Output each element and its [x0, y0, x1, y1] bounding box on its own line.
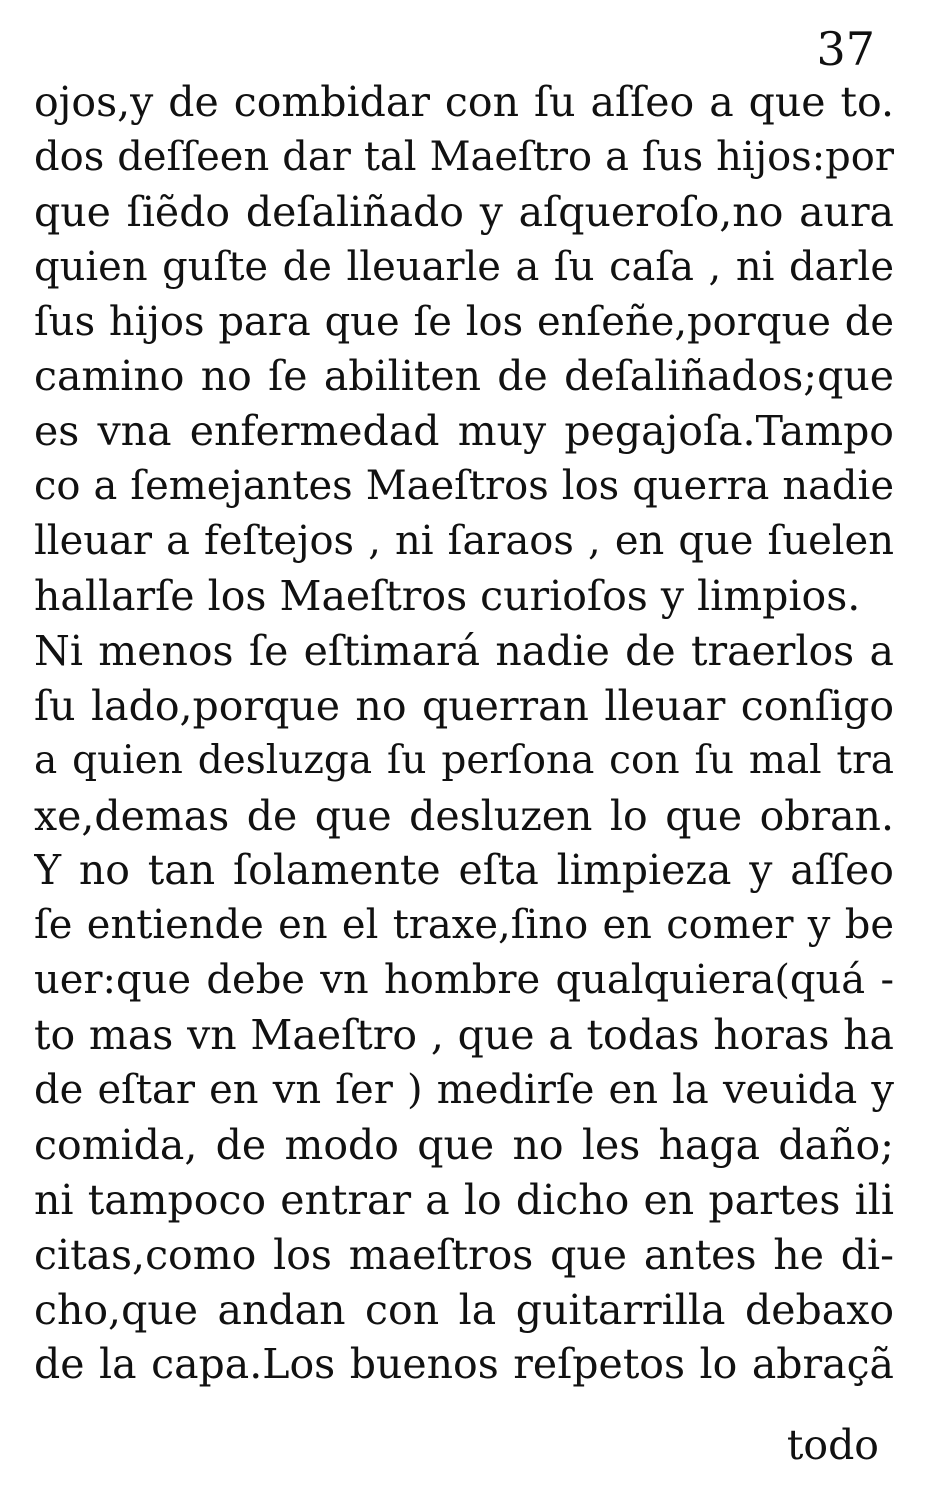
text-line: to mas vn Maeſtro , que a todas horas ha [34, 1011, 894, 1060]
text-line: de eſtar en vn ſer ) medirſe en la veuida y [34, 1067, 894, 1114]
catchword: todo [786, 1421, 879, 1469]
text-line: lleuar a feſtejos , ni ſaraos , en que ſuelen [34, 518, 894, 565]
text-line: ſus hijos para que ſe los enſeñe,porque de [34, 298, 894, 345]
text-line: ſu lado,porque no querran lleuar conſigo [34, 681, 894, 730]
text-line: de la capa.Los buenos reſpetos lo abraçã [34, 1340, 894, 1389]
text-line: uer:que debe vn hombre qualquiera(quá - [34, 957, 894, 1004]
text-line: camino no ſe abiliten de deſaliñados;que [34, 352, 894, 401]
text-line: es vna enfermedad muy pegajoſa.Tampo [34, 407, 894, 456]
text-line: hallarſe los Maeſtros curioſos y limpios. [34, 572, 861, 621]
text-line: citas,como los maeſtros que antes he di- [34, 1230, 894, 1279]
text-line: ſe entiende en el traxe,ſino en comer y be [34, 902, 894, 949]
text-line: co a ſemejantes Maeſtros los querra nadie [34, 463, 894, 510]
text-line: a quien desluzga ſu perſona con ſu mal tra [34, 737, 894, 783]
text-line: dos deſſeen dar tal Maeſtro a ſus hijos:por [34, 133, 894, 180]
text-line: que ſiẽdo deſaliñado y aſqueroſo,no aura [34, 187, 894, 236]
text-line: Y no tan ſolamente eſta limpieza y aſſeo [34, 846, 894, 895]
body-text [34, 75, 894, 1392]
page-number: 37 [816, 22, 875, 76]
text-line: quien guſte de lleuarle a ſu caſa , ni darle [34, 243, 894, 290]
text-line: ojos,y de combidar con ſu aſſeo a que to. [34, 78, 894, 126]
text-line: Ni menos ſe eſtimará nadie de traerlos a [34, 626, 894, 675]
text-line: ni tampoco entrar a lo dicho en partes ili [34, 1175, 894, 1224]
text-line: comida, de modo que no les haga daño; [34, 1120, 894, 1169]
text-line: xe,demas de que desluzen lo que obran. [34, 791, 894, 840]
text-line: cho,que andan con la guitarrilla debaxo [34, 1285, 894, 1334]
